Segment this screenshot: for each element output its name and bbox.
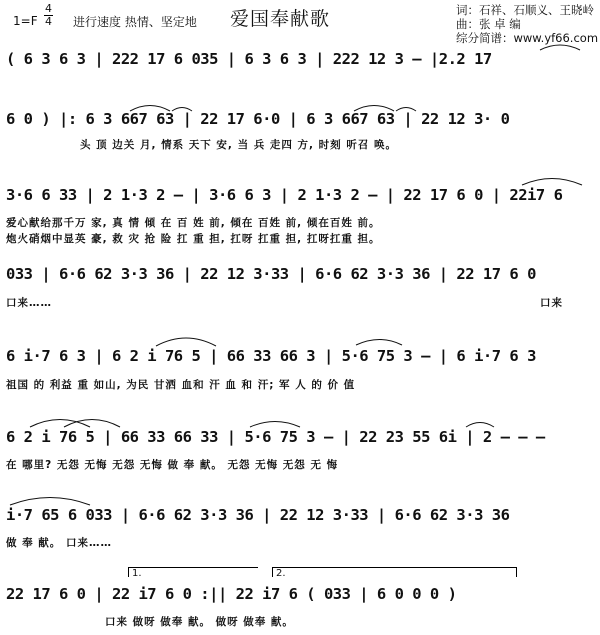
lyric-line-2b: 炮火硝烟中显英 豪, 救 灾 抢 险 扛 重 担, 扛呀 扛重 担, 扛呀扛重 担。 (6, 233, 381, 245)
time-top: 4 (45, 2, 52, 15)
lyric-line-6: 做 奉 献。 口来…… (6, 537, 112, 549)
slur (156, 338, 216, 346)
slur (522, 179, 582, 186)
lyric-line-4: 祖国 的 利益 重 如山, 为民 甘洒 血和 汗 血 和 汗; 军 人 的 价 值 (6, 379, 356, 391)
score-line-6: 6 2 i 76 5 | 66 33 66 33 | 5·6 75 3 – | 22 23 55 6i | 2 – – – (6, 428, 545, 446)
slur (30, 420, 90, 428)
source-credit: 综分简谱：www.yf66.com (456, 31, 599, 45)
slur (250, 422, 300, 428)
volta-2-label: 2. (276, 568, 286, 579)
score-line-8: 22 17 6 0 | 22 i7 6 0 :|| 22 i7 6 ( 033 | 6 0 0 0 ) (6, 585, 457, 603)
volta-1-label: 1. (132, 568, 142, 579)
time-bottom: 4 (45, 15, 52, 28)
tempo-marking: 进行速度 热情、坚定地 (73, 15, 197, 29)
lyric-line-2a: 爱心献给那千万 家, 真 情 倾 在 百 姓 前, 倾在 百姓 前, 倾在百姓 前。 (6, 217, 381, 229)
slur (540, 45, 580, 50)
slur (64, 420, 120, 428)
lyric-line-5: 在 哪里? 无怨 无悔 无怨 无悔 做 奉 献。 无怨 无悔 无怨 无 悔 (6, 459, 339, 471)
key-signature: 1=F (13, 14, 38, 28)
score-line-4: 033 | 6·6 62 3·3 36 | 22 12 3·33 | 6·6 62 3·3 36 | 22 17 6 0 (6, 265, 536, 283)
slur (10, 498, 90, 506)
lyric-line-1: 头 顶 边关 月, 情系 天下 安, 当 兵 走四 方, 时刻 听召 唤。 (80, 139, 397, 151)
lyric-line-3b: 口来 (540, 297, 563, 309)
slur (356, 340, 402, 346)
volta-1 (128, 567, 258, 577)
lyricist-credit: 词：石祥、石顺义、王晓岭 (456, 3, 594, 17)
slur (466, 423, 494, 428)
score-line-5: 6 i·7 6 3 | 6 2 i 76 5 | 66 33 66 3 | 5·6 75 3 – | 6 i·7 6 3 (6, 347, 536, 365)
score-line-2: 6 0 ) |: 6 3 667 63 | 22 17 6·0 | 6 3 667 63 | 22 12 3· 0 (6, 110, 510, 128)
song-title: 爱国奉献歌 (230, 8, 331, 30)
time-signature (44, 3, 53, 28)
volta-2 (272, 567, 517, 577)
composer-credit: 曲：张 卓 编 (456, 17, 521, 31)
lyric-line-3a: 口来…… (6, 297, 52, 309)
score-line-1: ( 6 3 6 3 | 222 17 6 035 | 6 3 6 3 | 222 12 3 – |2.2 17 (6, 50, 492, 68)
score-line-7: i·7 65 6 033 | 6·6 62 3·3 36 | 22 12 3·33 | 6·6 62 3·3 36 (6, 506, 510, 524)
lyric-line-7: 口来 做呀 做奉 献。 做呀 做奉 献。 (105, 616, 294, 628)
score-line-3: 3·6 6 33 | 2 1·3 2 – | 3·6 6 3 | 2 1·3 2 – | 22 17 6 0 | 22i7 6 (6, 186, 563, 204)
